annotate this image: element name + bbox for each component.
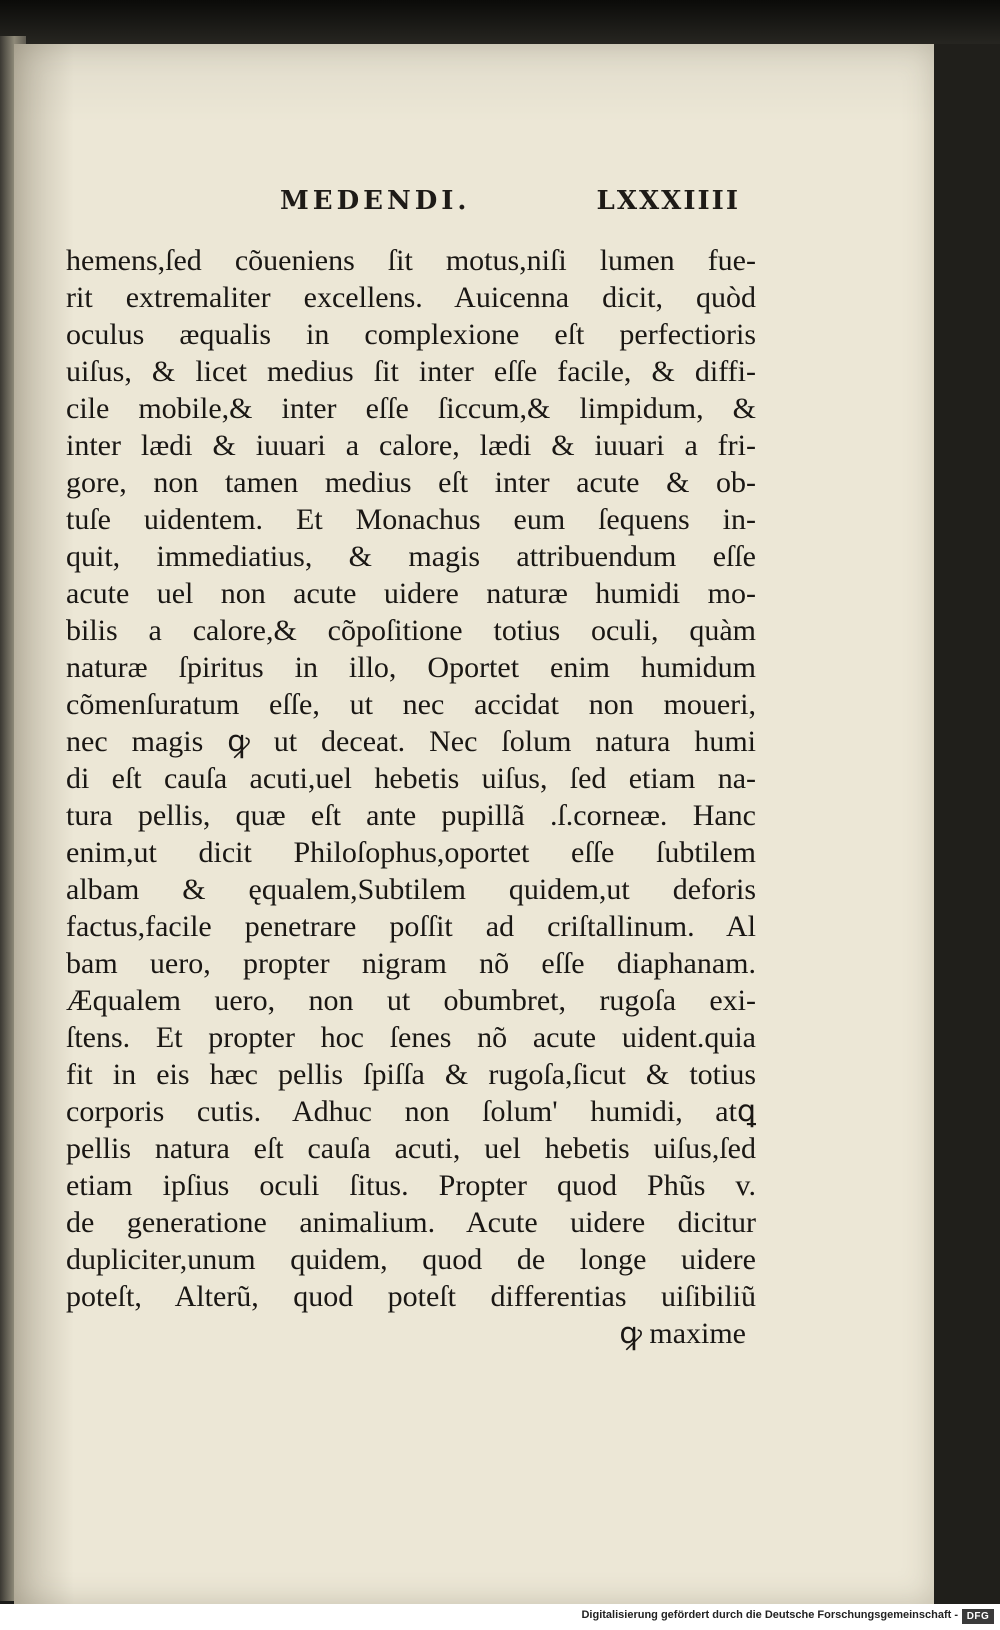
text-line: etiam ipſius oculi ſitus. Propter quod Phũs v. <box>66 1169 756 1202</box>
text-line: gore, non tamen medius eſt inter acute & ob- <box>66 466 756 499</box>
funding-notice: Digitalisierung gefördert durch die Deutsche Forschungsgemeinschaft - <box>581 1609 958 1621</box>
scan-background-right <box>934 44 1000 1604</box>
text-line: pellis natura eſt cauſa acuti, uel hebetis uiſus,ſed <box>66 1132 756 1165</box>
running-head <box>280 186 740 230</box>
text-line: cile mobile,& inter eſſe ſiccum,& limpidum, & <box>66 392 756 425</box>
text-line: dupliciter,unum quidem, quod de longe uidere <box>66 1243 756 1276</box>
text-line: inter lædi & iuuari a calore, lædi & iuuari a fri- <box>66 429 756 462</box>
folio-number: LXXXIIII <box>596 186 740 216</box>
text-line: nec magis ꝙ ut deceat. Nec ſolum natura humi <box>66 725 756 758</box>
text-line: naturæ ſpiritus in illo, Oportet enim humidum <box>66 651 756 684</box>
text-line: cõmenſuratum eſſe, ut nec accidat non moueri, <box>66 688 756 721</box>
digitization-footer <box>0 1604 1000 1630</box>
text-line: tuſe uidentem. Et Monachus eum ſequens in- <box>66 503 756 536</box>
dfg-logo: DFG <box>962 1609 994 1624</box>
catchword: ꝙ maxime <box>619 1317 746 1350</box>
running-head-title: MEDENDI. <box>280 186 471 216</box>
text-line: poteſt, Alterũ, quod poteſt differentias uiſibiliũ <box>66 1280 756 1313</box>
text-line: ſtens. Et propter hoc ſenes nõ acute uident.quia <box>66 1021 756 1054</box>
text-line: enim,ut dicit Philoſophus,oportet eſſe ſubtilem <box>66 836 756 869</box>
text-line: oculus æqualis in complexione eſt perfectioris <box>66 318 756 351</box>
text-line: Æqualem uero, non ut obumbret, rugoſa exi- <box>66 984 756 1017</box>
scan-background-top <box>0 0 1000 50</box>
text-line: albam & ęqualem,Subtilem quidem,ut deforis <box>66 873 756 906</box>
text-line: bam uero, propter nigram nõ eſſe diaphanam. <box>66 947 756 980</box>
text-line: corporis cutis. Adhuc non ſolum' humidi, atꝗ <box>66 1095 756 1128</box>
body-text <box>66 242 756 1352</box>
text-line: tura pellis, quæ eſt ante pupillã .ſ.corneæ. Hanc <box>66 799 756 832</box>
text-line: di eſt cauſa acuti,uel hebetis uiſus, ſed etiam na- <box>66 762 756 795</box>
text-line: bilis a calore,& cõpoſitione totius oculi, quàm <box>66 614 756 647</box>
text-line: hemens,ſed cõueniens ſit motus,niſi lumen fue- <box>66 244 756 277</box>
text-line: uiſus, & licet medius ſit inter eſſe facile, & diffi- <box>66 355 756 388</box>
text-line: acute uel non acute uidere naturæ humidi mo- <box>66 577 756 610</box>
text-line: de generatione animalium. Acute uidere dicitur <box>66 1206 756 1239</box>
text-line: quit, immediatius, & magis attribuendum eſſe <box>66 540 756 573</box>
text-line: rit extremaliter excellens. Auicenna dicit, quòd <box>66 281 756 314</box>
text-line: fit in eis hæc pellis ſpiſſa & rugoſa,ſicut & totius <box>66 1058 756 1091</box>
text-line: factus,facile penetrare poſſit ad criſtallinum. Al <box>66 910 756 943</box>
